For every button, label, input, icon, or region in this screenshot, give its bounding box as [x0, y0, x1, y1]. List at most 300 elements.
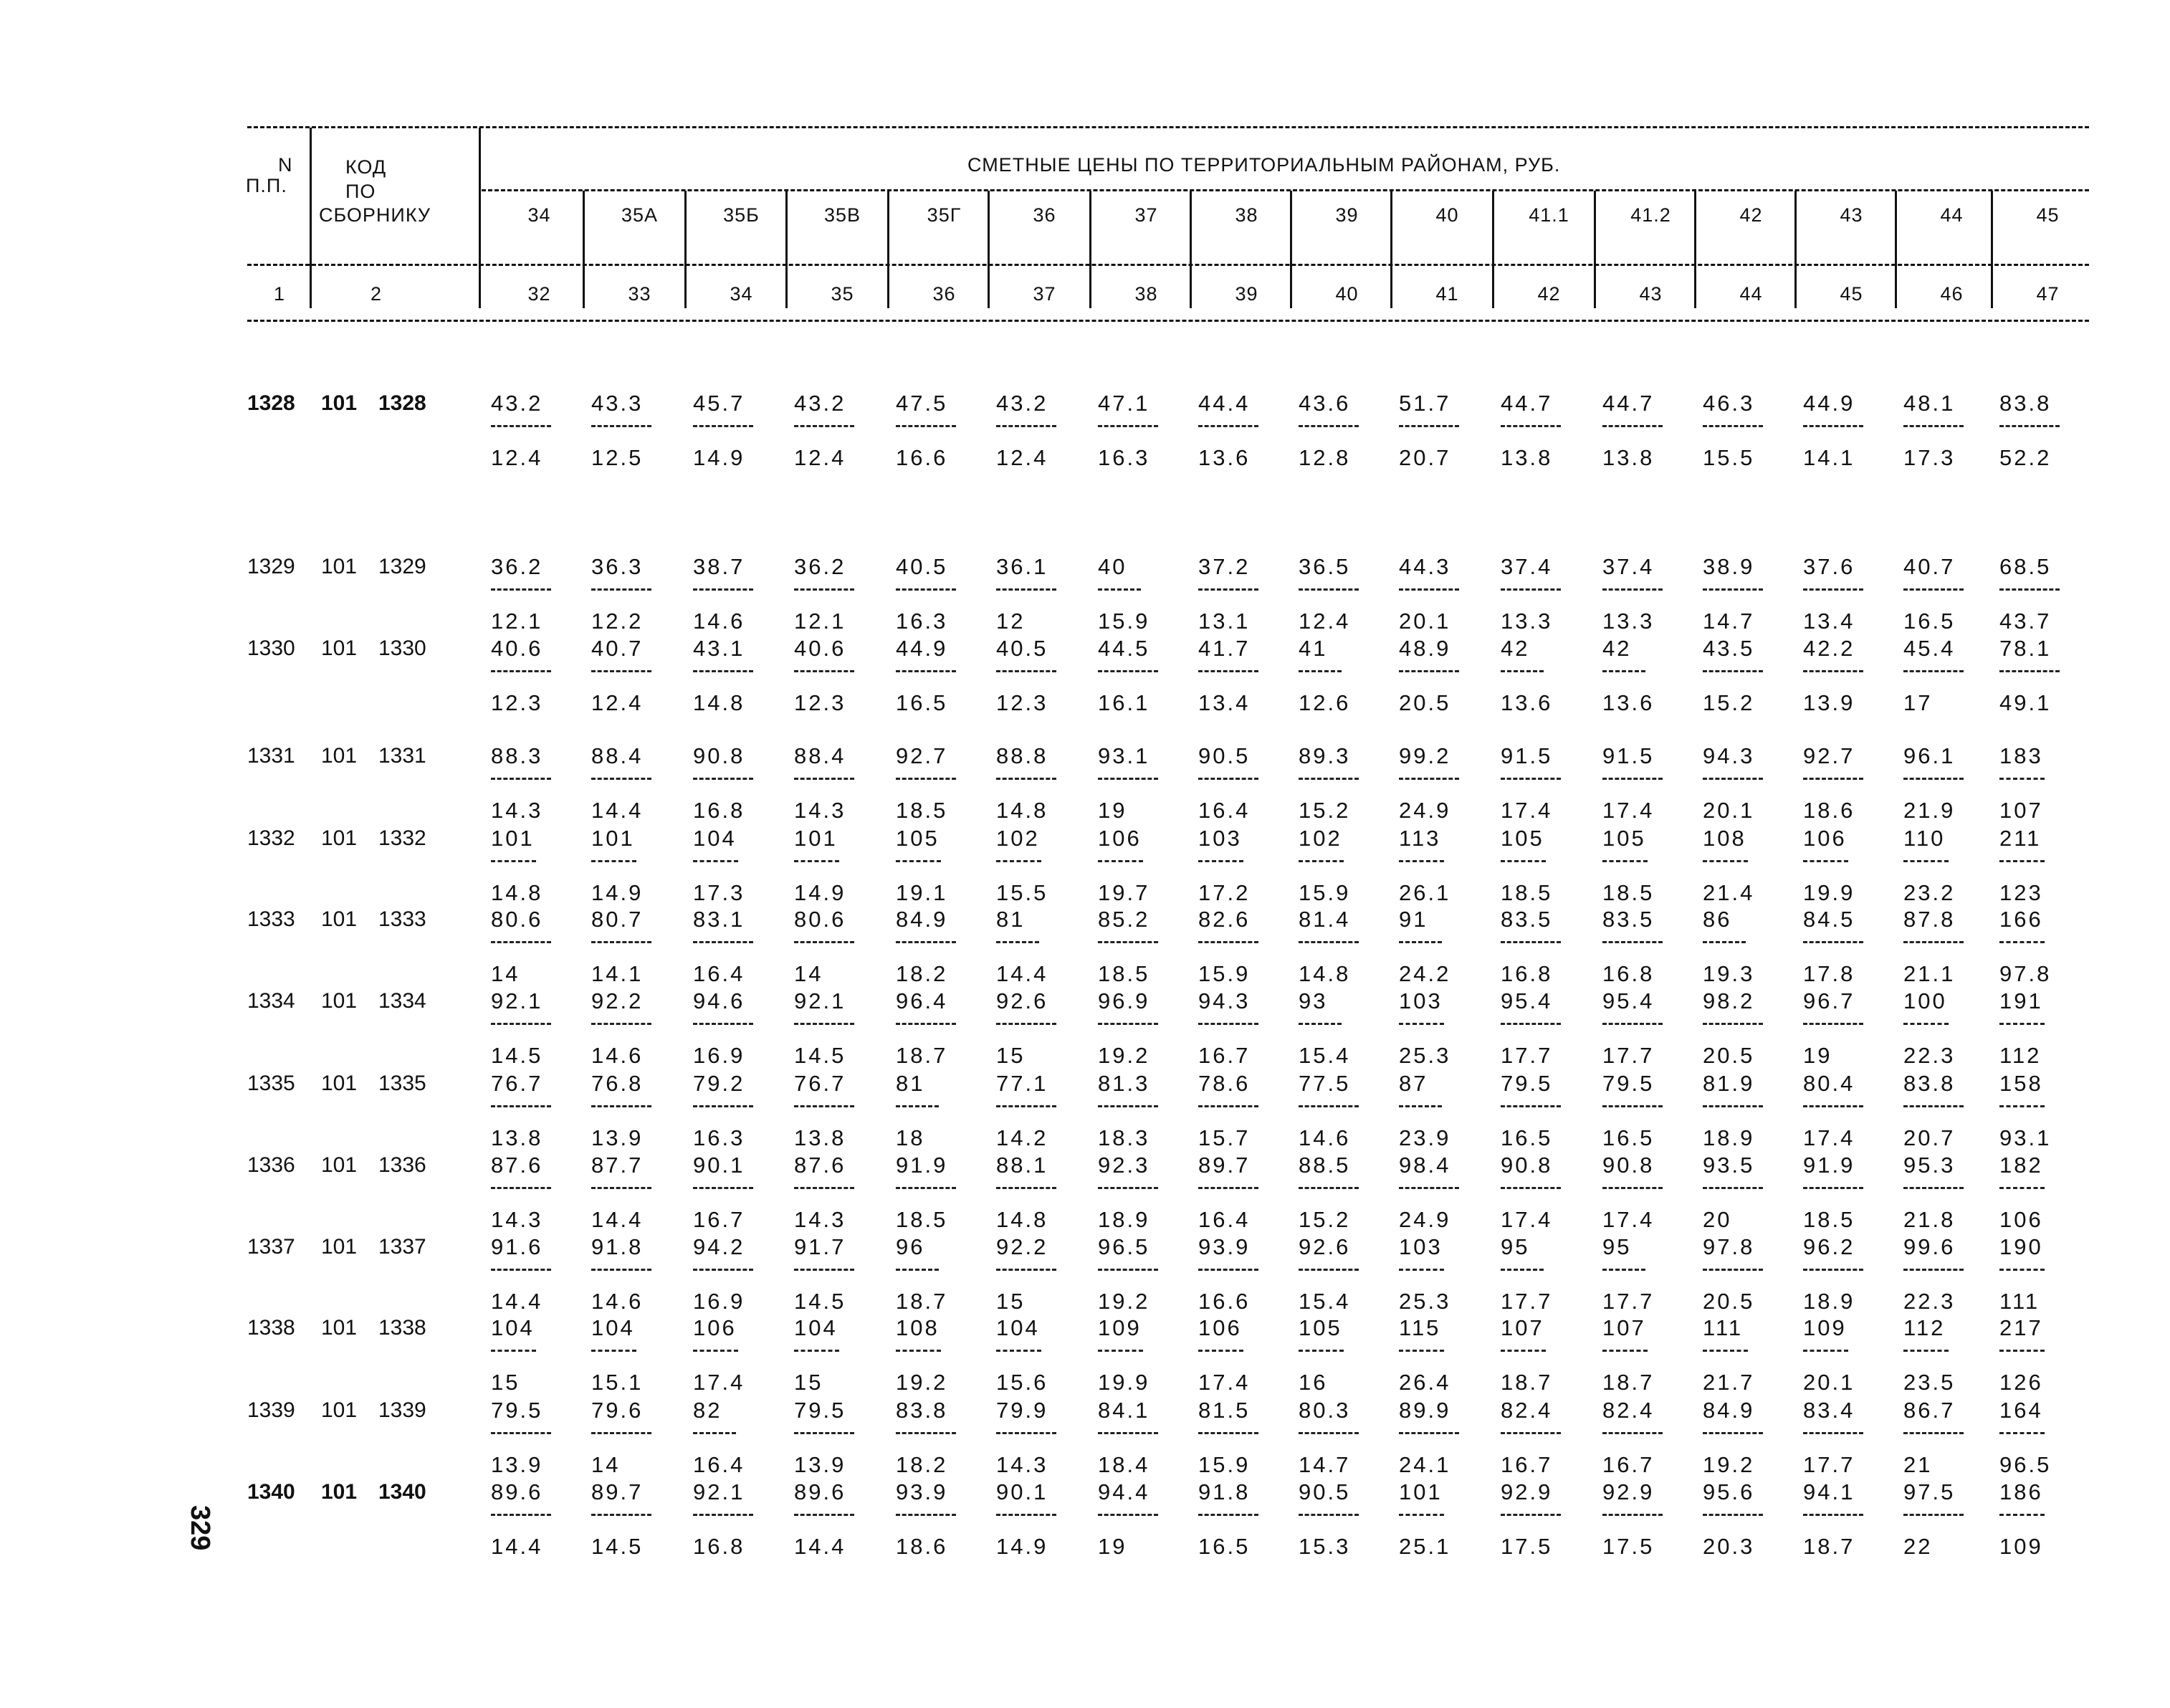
price-bottom-value: 18.7 — [1803, 1534, 1855, 1559]
fraction-line — [794, 1514, 854, 1516]
fraction-line — [996, 1187, 1056, 1189]
row-number: 1333 — [247, 907, 295, 931]
price-bottom-value: 14.5 — [591, 1534, 644, 1559]
price-top-value: 81 — [896, 1071, 925, 1096]
fraction-line — [1299, 860, 1344, 862]
fraction-line — [896, 1269, 939, 1271]
header-column-separator — [479, 128, 481, 192]
price-bottom-value: 16.5 — [896, 690, 948, 715]
price-top-value: 107 — [1602, 1315, 1646, 1340]
district-column-heading: 35Г — [927, 204, 962, 226]
price-top-value: 94.2 — [693, 1234, 745, 1259]
price-bottom-value: 18.7 — [896, 1289, 948, 1314]
price-bottom-value: 16.7 — [1602, 1452, 1655, 1477]
price-top-value: 40.5 — [996, 636, 1048, 661]
price-bottom-value: 12.4 — [996, 445, 1048, 470]
price-top-value: 191 — [1999, 988, 2043, 1013]
price-bottom-value: 17.3 — [693, 880, 745, 905]
price-top-value: 95.4 — [1602, 988, 1655, 1013]
price-bottom-value: 18.6 — [896, 1534, 948, 1559]
price-bottom-value: 15.5 — [1703, 445, 1755, 470]
price-bottom-value: 24.9 — [1399, 798, 1451, 823]
district-column-heading: 43 — [1840, 204, 1863, 226]
fraction-line — [1903, 670, 1964, 672]
price-top-value: 90.8 — [1602, 1153, 1655, 1178]
fraction-line — [794, 778, 854, 780]
price-top-value: 86 — [1703, 907, 1732, 932]
price-bottom-value: 15 — [491, 1370, 520, 1395]
price-bottom-value: 17.7 — [1501, 1043, 1553, 1068]
fraction-line — [1803, 425, 1863, 427]
price-bottom-value: 19.9 — [1098, 1370, 1150, 1395]
price-top-value: 101 — [794, 826, 838, 851]
price-bottom-value: 12.4 — [794, 445, 846, 470]
price-bottom-value: 13.3 — [1602, 609, 1655, 634]
row-code-a: 101 — [321, 989, 358, 1013]
price-bottom-value: 14.3 — [491, 1207, 543, 1232]
price-top-value: 83.5 — [1501, 907, 1553, 932]
price-top-value: 91.8 — [591, 1234, 644, 1259]
row-code-b: 1339 — [378, 1398, 426, 1422]
fraction-line — [1999, 778, 2045, 780]
fraction-line — [1501, 588, 1561, 591]
price-top-value: 105 — [1602, 826, 1646, 851]
fraction-line — [1198, 425, 1258, 427]
column-number: 46 — [1940, 283, 1964, 305]
fraction-line — [1903, 1023, 1949, 1025]
price-bottom-value: 16.7 — [693, 1207, 745, 1232]
price-bottom-value: 18 — [896, 1125, 925, 1150]
column-number: 34 — [730, 283, 753, 305]
row-code-b: 1330 — [378, 636, 426, 660]
row-code-b: 1340 — [378, 1480, 426, 1504]
price-bottom-value: 25.3 — [1399, 1043, 1451, 1068]
row-code-a: 101 — [321, 1153, 358, 1177]
price-bottom-value: 15 — [996, 1289, 1026, 1314]
price-bottom-value: 14.6 — [693, 609, 745, 634]
fraction-line — [491, 1187, 551, 1189]
price-top-value: 38.9 — [1703, 554, 1755, 579]
price-top-value: 91.9 — [896, 1153, 948, 1178]
fraction-line — [896, 588, 956, 591]
fraction-line — [1399, 1514, 1444, 1516]
price-top-value: 96.7 — [1803, 988, 1855, 1013]
price-top-value: 94.3 — [1198, 988, 1251, 1013]
district-column-heading: 35В — [823, 204, 861, 226]
fraction-line — [996, 1105, 1056, 1107]
district-column-heading: 42 — [1739, 204, 1763, 226]
fraction-line — [1703, 941, 1746, 943]
fraction-line — [1803, 588, 1863, 591]
price-top-value: 96.5 — [1098, 1234, 1150, 1259]
price-bottom-value: 13.9 — [491, 1452, 543, 1477]
fraction-line — [1198, 1023, 1258, 1025]
price-top-value: 76.7 — [794, 1071, 846, 1096]
price-bottom-value: 18.3 — [1098, 1125, 1150, 1150]
price-bottom-value: 16.1 — [1098, 690, 1150, 715]
price-top-value: 104 — [996, 1315, 1040, 1340]
price-bottom-value: 93.1 — [1999, 1125, 2052, 1150]
price-top-value: 91.6 — [491, 1234, 543, 1259]
price-top-value: 78.1 — [1999, 636, 2052, 661]
fraction-line — [1198, 1350, 1243, 1352]
price-bottom-value: 13.6 — [1198, 445, 1251, 470]
fraction-line — [794, 1350, 839, 1352]
row-number: 1335 — [247, 1072, 295, 1095]
price-bottom-value: 16.4 — [1198, 1207, 1251, 1232]
price-top-value: 77.1 — [996, 1071, 1048, 1096]
fraction-line — [1999, 1269, 2045, 1271]
price-top-value: 89.6 — [794, 1479, 846, 1504]
price-bottom-value: 15.4 — [1299, 1043, 1351, 1068]
fraction-line — [1803, 1514, 1863, 1516]
fraction-line — [996, 1269, 1056, 1271]
price-top-value: 98.4 — [1399, 1153, 1451, 1178]
row-code-a: 101 — [321, 1235, 358, 1259]
price-bottom-value: 16.8 — [693, 1534, 745, 1559]
fraction-line — [1098, 860, 1143, 862]
price-bottom-value: 18.7 — [896, 1043, 948, 1068]
row-number: 1332 — [247, 826, 295, 850]
fraction-line — [1098, 425, 1158, 427]
row-code-a: 101 — [321, 826, 358, 850]
price-bottom-value: 15.2 — [1299, 798, 1351, 823]
fraction-line — [591, 1432, 651, 1434]
price-top-value: 92.3 — [1098, 1153, 1150, 1178]
header-code-label-1: КОД — [345, 156, 387, 178]
fraction-line — [491, 425, 551, 427]
row-code-b: 1331 — [378, 744, 426, 768]
price-top-value: 104 — [794, 1315, 838, 1340]
price-bottom-value: 13.8 — [1501, 445, 1553, 470]
price-top-value: 82 — [693, 1398, 722, 1423]
fraction-line — [996, 1023, 1056, 1025]
fraction-line — [1399, 1432, 1459, 1434]
price-bottom-value: 13.8 — [491, 1125, 543, 1150]
price-bottom-value: 15 — [794, 1370, 823, 1395]
price-bottom-value: 18.5 — [1098, 961, 1150, 986]
fraction-line — [1602, 1187, 1663, 1189]
price-top-value: 38.7 — [693, 554, 745, 579]
fraction-line — [996, 588, 1056, 591]
price-bottom-value: 17 — [1903, 690, 1933, 715]
price-bottom-value: 17.5 — [1602, 1534, 1655, 1559]
fraction-line — [896, 425, 956, 427]
price-top-value: 88.4 — [591, 743, 644, 768]
price-top-value: 84.1 — [1098, 1398, 1150, 1423]
price-top-value: 182 — [1999, 1153, 2043, 1178]
price-bottom-value: 16.5 — [1198, 1534, 1251, 1559]
fraction-line — [1903, 1514, 1964, 1516]
price-bottom-value: 13.6 — [1602, 690, 1655, 715]
price-top-value: 80.3 — [1299, 1398, 1351, 1423]
price-bottom-value: 16.9 — [693, 1043, 745, 1068]
fraction-line — [1903, 425, 1964, 427]
price-bottom-value: 14.6 — [591, 1289, 644, 1314]
price-top-value: 77.5 — [1299, 1071, 1351, 1096]
price-bottom-value: 20.1 — [1399, 609, 1451, 634]
price-bottom-value: 22.3 — [1903, 1043, 1956, 1068]
price-top-value: 40.7 — [591, 636, 644, 661]
fraction-line — [1098, 588, 1141, 591]
price-top-value: 87.7 — [591, 1153, 644, 1178]
price-bottom-value: 15.4 — [1299, 1289, 1351, 1314]
price-bottom-value: 18.5 — [1803, 1207, 1855, 1232]
price-bottom-value: 14.1 — [591, 961, 644, 986]
price-bottom-value: 14.9 — [591, 880, 644, 905]
price-top-value: 106 — [1198, 1315, 1242, 1340]
price-bottom-value: 22 — [1903, 1534, 1933, 1559]
fraction-line — [1501, 425, 1561, 427]
fraction-line — [1399, 860, 1444, 862]
price-bottom-value: 14.5 — [794, 1043, 846, 1068]
fraction-line — [1098, 941, 1158, 943]
fraction-line — [996, 1432, 1056, 1434]
price-bottom-value: 111 — [1999, 1289, 2040, 1314]
fraction-line — [1501, 1514, 1561, 1516]
price-top-value: 95.4 — [1501, 988, 1553, 1013]
price-bottom-value: 12.4 — [591, 690, 644, 715]
price-top-value: 92.2 — [996, 1234, 1048, 1259]
price-top-value: 96.2 — [1803, 1234, 1855, 1259]
price-bottom-value: 16.8 — [1501, 961, 1553, 986]
fraction-line — [1703, 778, 1763, 780]
price-top-value: 43.2 — [794, 391, 846, 416]
price-bottom-value: 19.9 — [1803, 880, 1855, 905]
price-top-value: 113 — [1399, 826, 1441, 851]
fraction-line — [693, 778, 753, 780]
fraction-line — [1703, 1023, 1763, 1025]
price-top-value: 88.5 — [1299, 1153, 1351, 1178]
fraction-line — [1299, 425, 1359, 427]
fraction-line — [1903, 1269, 1964, 1271]
price-top-value: 79.5 — [491, 1398, 543, 1423]
price-bottom-value: 14.9 — [693, 445, 745, 470]
district-column-heading: 44 — [1940, 204, 1964, 226]
fraction-line — [1999, 425, 2060, 427]
fraction-line — [1501, 1187, 1561, 1189]
price-bottom-value: 14.5 — [491, 1043, 543, 1068]
fraction-line — [1198, 588, 1258, 591]
price-bottom-value: 16.4 — [693, 961, 745, 986]
price-bottom-value: 16.5 — [1501, 1125, 1553, 1150]
fraction-line — [1098, 778, 1158, 780]
price-bottom-value: 14.1 — [1803, 445, 1855, 470]
price-bottom-value: 13.1 — [1198, 609, 1251, 634]
fraction-line — [1703, 1187, 1763, 1189]
price-bottom-value: 16.8 — [1602, 961, 1655, 986]
fraction-line — [491, 1269, 551, 1271]
price-bottom-value: 107 — [1999, 798, 2043, 823]
price-bottom-value: 14.5 — [794, 1289, 846, 1314]
page-number: 329 — [185, 1505, 215, 1551]
fraction-line — [591, 1023, 651, 1025]
price-top-value: 40.7 — [1903, 554, 1956, 579]
price-top-value: 95 — [1602, 1234, 1632, 1259]
fraction-line — [996, 425, 1056, 427]
price-top-value: 82.4 — [1602, 1398, 1655, 1423]
price-bottom-value: 14.4 — [996, 961, 1048, 986]
row-code-a: 101 — [321, 744, 358, 768]
price-top-value: 106 — [693, 1315, 737, 1340]
price-bottom-value: 12.3 — [794, 690, 846, 715]
price-bottom-value: 17.2 — [1198, 880, 1251, 905]
fraction-line — [996, 778, 1056, 780]
column-number: 2 — [370, 283, 383, 305]
fraction-line — [693, 588, 753, 591]
price-bottom-value: 18.7 — [1501, 1370, 1553, 1395]
price-bottom-value: 20.1 — [1703, 798, 1755, 823]
price-top-value: 43.2 — [491, 391, 543, 416]
fraction-line — [1399, 778, 1459, 780]
fraction-line — [1602, 1023, 1663, 1025]
column-number: 42 — [1537, 283, 1561, 305]
price-bottom-value: 12.1 — [491, 609, 543, 634]
fraction-line — [1501, 1023, 1561, 1025]
price-top-value: 91.5 — [1602, 743, 1655, 768]
price-bottom-value: 14.4 — [591, 798, 644, 823]
price-top-value: 84.9 — [1703, 1398, 1755, 1423]
price-top-value: 94.6 — [693, 988, 745, 1013]
price-top-value: 103 — [1399, 988, 1443, 1013]
price-bottom-value: 19 — [1098, 1534, 1127, 1559]
fraction-line — [1399, 588, 1459, 591]
price-bottom-value: 17.5 — [1501, 1534, 1553, 1559]
fraction-line — [896, 860, 941, 862]
price-top-value: 211 — [1999, 826, 2042, 851]
price-bottom-value: 18.2 — [896, 961, 948, 986]
price-top-value: 115 — [1399, 1315, 1441, 1340]
fraction-line — [794, 588, 854, 591]
fraction-line — [1602, 1269, 1645, 1271]
price-bottom-value: 25.3 — [1399, 1289, 1451, 1314]
price-top-value: 104 — [591, 1315, 635, 1340]
price-bottom-value: 17.4 — [1602, 1207, 1655, 1232]
price-top-value: 81.3 — [1098, 1071, 1150, 1096]
fraction-line — [1299, 1269, 1359, 1271]
price-bottom-value: 24.1 — [1399, 1452, 1451, 1477]
price-top-value: 105 — [896, 826, 940, 851]
price-top-value: 83.4 — [1803, 1398, 1855, 1423]
price-bottom-value: 16.7 — [1501, 1452, 1553, 1477]
price-top-value: 83.8 — [1903, 1071, 1956, 1096]
price-bottom-value: 15.9 — [1098, 609, 1150, 634]
price-top-value: 43.5 — [1703, 636, 1755, 661]
price-bottom-value: 96.5 — [1999, 1452, 2052, 1477]
price-top-value: 96.9 — [1098, 988, 1150, 1013]
price-top-value: 45.4 — [1903, 636, 1956, 661]
price-top-value: 96 — [896, 1234, 925, 1259]
price-bottom-value: 20.3 — [1703, 1534, 1755, 1559]
fraction-line — [1602, 1105, 1663, 1107]
fraction-line — [794, 941, 854, 943]
price-top-value: 81.4 — [1299, 907, 1351, 932]
fraction-line — [1399, 1187, 1459, 1189]
price-top-value: 90.1 — [693, 1153, 745, 1178]
fraction-line — [591, 1269, 651, 1271]
fraction-line — [1903, 588, 1964, 591]
price-bottom-value: 16.3 — [896, 609, 948, 634]
price-top-value: 102 — [996, 826, 1040, 851]
price-top-value: 109 — [1803, 1315, 1847, 1340]
price-bottom-value: 17.7 — [1501, 1289, 1553, 1314]
fraction-line — [1903, 1350, 1949, 1352]
price-top-value: 108 — [896, 1315, 940, 1340]
price-bottom-value: 17.3 — [1903, 445, 1956, 470]
price-bottom-value: 14.4 — [794, 1534, 846, 1559]
fraction-line — [1299, 1023, 1342, 1025]
price-bottom-value: 17.7 — [1602, 1289, 1655, 1314]
price-top-value: 47.1 — [1098, 391, 1150, 416]
fraction-line — [1999, 588, 2060, 591]
row-number: 1330 — [247, 636, 295, 660]
price-bottom-value: 24.9 — [1399, 1207, 1451, 1232]
row-code-b: 1338 — [378, 1316, 426, 1340]
price-top-value: 102 — [1299, 826, 1342, 851]
row-number: 1329 — [247, 555, 295, 578]
fraction-line — [1903, 1432, 1964, 1434]
price-top-value: 48.1 — [1903, 391, 1956, 416]
price-top-value: 40 — [1098, 554, 1127, 579]
district-column-heading: 41.2 — [1630, 204, 1671, 226]
fraction-line — [1299, 1432, 1359, 1434]
price-bottom-value: 12.1 — [794, 609, 846, 634]
price-top-value: 111 — [1703, 1315, 1744, 1340]
price-top-value: 90.1 — [996, 1479, 1048, 1504]
price-top-value: 40.5 — [896, 554, 948, 579]
price-top-value: 88.1 — [996, 1153, 1048, 1178]
price-top-value: 106 — [1098, 826, 1142, 851]
price-bottom-value: 14.9 — [794, 880, 846, 905]
price-top-value: 85.2 — [1098, 907, 1150, 932]
price-top-value: 79.5 — [1602, 1071, 1655, 1096]
row-code-a: 101 — [321, 1480, 358, 1504]
fraction-line — [1999, 670, 2060, 672]
price-bottom-value: 14.7 — [1299, 1452, 1351, 1477]
fraction-line — [1501, 1105, 1561, 1107]
fraction-line — [693, 1187, 753, 1189]
price-bottom-value: 18.5 — [896, 1207, 948, 1232]
fraction-line — [1999, 941, 2045, 943]
price-bottom-value: 14.7 — [1703, 609, 1755, 634]
price-top-value: 37.2 — [1198, 554, 1251, 579]
fraction-line — [1903, 778, 1964, 780]
price-top-value: 80.7 — [591, 907, 644, 932]
price-bottom-value: 17.4 — [1602, 798, 1655, 823]
fraction-line — [1501, 860, 1546, 862]
price-top-value: 42.2 — [1803, 636, 1855, 661]
price-bottom-value: 106 — [1999, 1207, 2043, 1232]
column-number: 35 — [831, 283, 854, 305]
fraction-line — [996, 1514, 1056, 1516]
price-top-value: 44.7 — [1501, 391, 1553, 416]
fraction-line — [1299, 941, 1359, 943]
price-bottom-value: 13.3 — [1501, 609, 1553, 634]
price-top-value: 97.5 — [1903, 1479, 1956, 1504]
price-top-value: 98.2 — [1703, 988, 1755, 1013]
fraction-line — [1299, 778, 1359, 780]
price-top-value: 96.1 — [1903, 743, 1956, 768]
fraction-line — [1098, 1105, 1158, 1107]
fraction-line — [1703, 425, 1763, 427]
price-top-value: 42 — [1602, 636, 1632, 661]
price-bottom-value: 21 — [1903, 1452, 1933, 1477]
fraction-line — [896, 941, 956, 943]
price-top-value: 80.6 — [794, 907, 846, 932]
price-top-value: 95 — [1501, 1234, 1530, 1259]
fraction-line — [1703, 1432, 1763, 1434]
fraction-line — [1198, 1105, 1258, 1107]
